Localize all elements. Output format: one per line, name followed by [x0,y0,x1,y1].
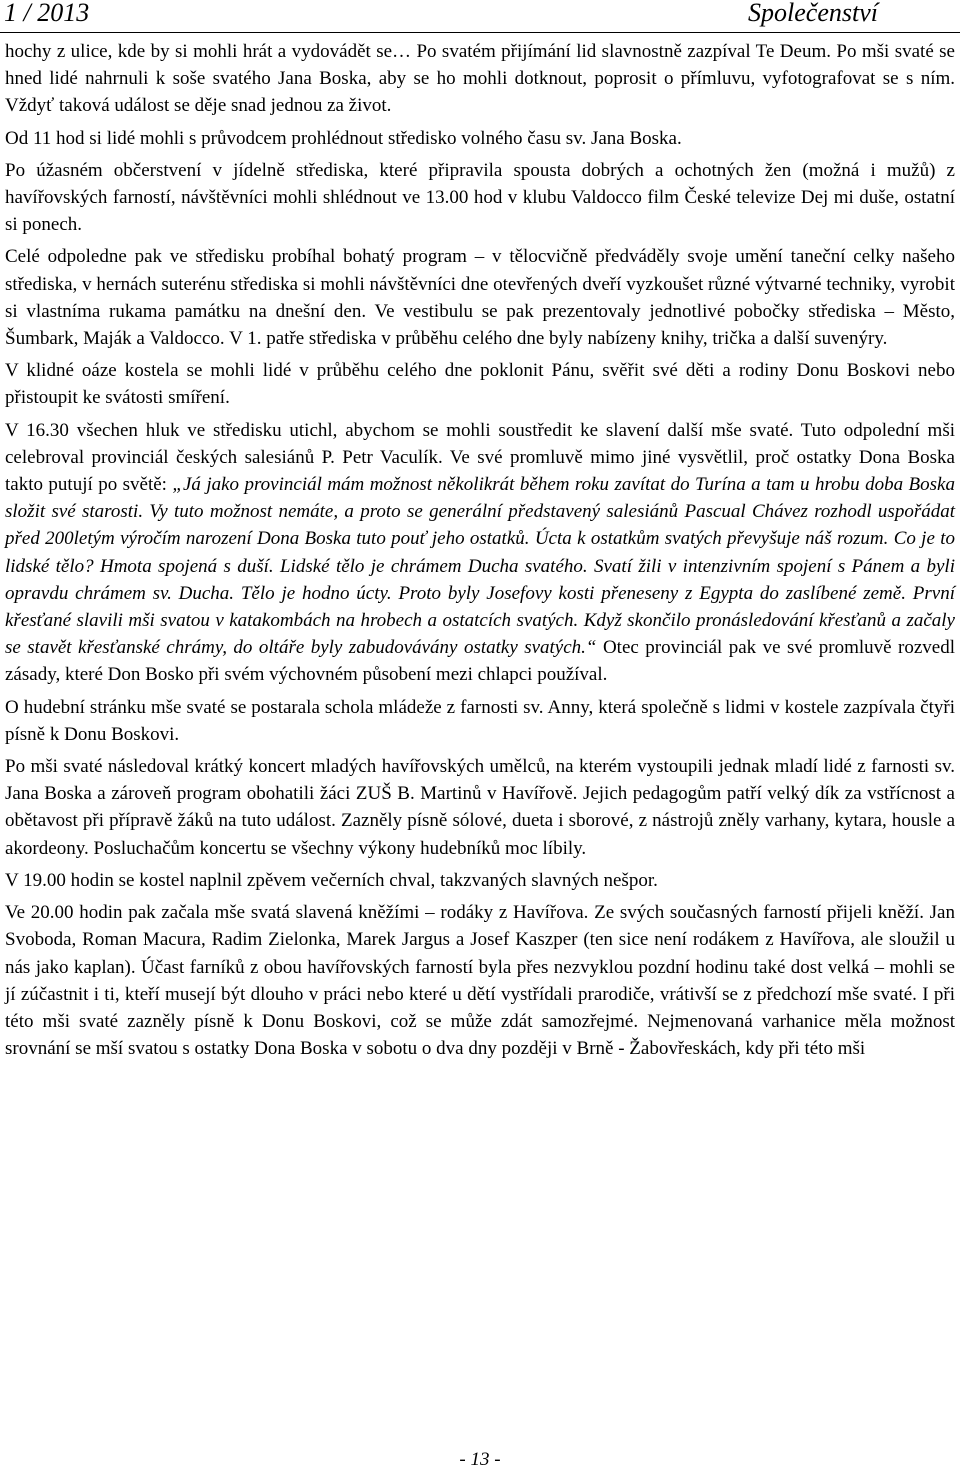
paragraph [5,125,955,152]
page-header [0,0,960,33]
quote-text: „Já jako provinciál mám možnost několikrát během roku zavítat do Turína a tam u hrobu doba Boska složit své starosti. Vy tuto možnost nemáte, a proto se generální představený salesiánů Pascual Chávez rozhodl uspořádat před 200letým výročím narození Dona Boska tuto pouť jeho ostatků. Úcta k ostatkům svatých převyšuje náš rozum. Co je to lidské tělo? Hmota spojená s duší. Lidské tělo je chrámem Ducha svatého. Svatí žili v intenzivním spojení s Pánem a byli opravdu chrámem sv. Ducha. Tělo je hodno úcty. Proto byly Josefovy kosti přeneseny z Egypta do zaslíbené země. První křesťané slavili mši svatou v katakombách na hrobech a ostatcích svatých. Když skončilo pronásledování křesťanů a začaly se stavět křesťanské chrámy, do oltáře byly zabudovávány ostatky svatých.“ [5,474,955,659]
page-number: - 13 - [459,1449,501,1470]
paragraph-text: V klidné oáze kostela se mohli lidé v průběhu celého dne poklonit Pánu, svěřit své děti a rodiny Donu Boskovi nebo přistoupit ke svátosti smíření. [5,360,955,409]
paragraph [5,38,955,120]
paragraph-text: Ve 20.00 hodin pak začala mše svatá slavená kněžími – rodáky z Havířova. Ze svých současných farností přijeli kněží. Jan Svoboda, Roman Macura, Radim Zielonka, Marek Jargus a Josef Kaszper (ten sice není rodákem z Havířova, ale sloužil u nás jako kaplan). Účast farníků z obou havířovských farností byla přes nezvyklou pozdní hodinu také dost velká – mohli se jí zúčastnit i ti, kteří musejí být dlouho v práci nebo které u dětí vystřídali prarodiče, vrátivší se z předchozí mše svaté. I při této mši svaté zazněly písně k Donu Boskovi, což se může zdát samozřejmé. Nejmenovaná varhanice měla možnost srovnání se mší svatou s ostatky Dona Boska v sobotu o dva dny později v Brně - Žabovřeskách, kdy při této mši [5,902,955,1060]
section-title: Společenství [748,0,878,27]
article-body [5,38,955,1067]
paragraph [5,243,955,352]
paragraph [5,357,955,411]
paragraph [5,157,955,239]
paragraph [5,694,955,748]
paragraph-text: O hudební stránku mše svaté se postarala schola mládeže z farnosti sv. Anny, která společně s lidmi v kostele zazpívala čtyři písně k Donu Boskovi. [5,696,955,745]
paragraph-text: Po úžasném občerstvení v jídelně střediska, které připravila spousta dobrých a ochotných žen (možná i mužů) z havířovských farností, návštěvníci mohli shlédnout ve 13.00 hod v klubu Valdocco film České televize Dej mi duše, ostatní si ponech. [5,159,955,236]
paragraph-text: Po mši svaté následoval krátký koncert mladých havířovských umělců, na kterém vystoupili jednak mladí lidé z farnosti sv. Jana Boska a zároveň program obohatili žáci ZUŠ B. Martinů v Havířově. Jejich pedagogům patří velký dík za vstřícnost a obětavost při přípravě žáků na tuto událost. Zazněly písně sólové, dueta i sborové, z nástrojů zněly varhany, kytara, housle a akordeony. Posluchačům koncertu se všechny výkony hudebníků moc líbily. [5,756,955,859]
paragraph [5,899,955,1062]
paragraph [5,417,955,689]
paragraph-text: V 16.30 všechen hluk ve středisku utichl, abychom se mohli soustředit ke slavení další mše svaté. Tuto odpolední mši celebroval provinciál českých salesiánů P. Petr Vaculík. Ve své promluvě mimo jiné vysvětlil, proč ostatky Dona Boska takto putují po světě: [5,419,955,496]
paragraph-text: Celé odpoledne pak ve středisku probíhal bohatý program – v tělocvičně předváděly svoje umění taneční celky našeho střediska, v hernách suterénu střediska si mohli návštěvníci dne otevřených dveří vyzkoušet různé výtvarné techniky, vyrobit si vlastníma rukama památku na dnešní den. Ve vestibulu se pak prezentovaly jednotlivé pobočky střediska – Město, Šumbark, Maják a Valdocco. V 1. patře střediska v průběhu celého dne byly nabízeny knihy, trička a další suvenýry. [5,246,955,350]
paragraph [5,867,955,894]
paragraph-text: hochy z ulice, kde by si mohli hrát a vydovádět se… Po svatém přijímání lid slavnostně zazpíval Te Deum. Po mši svaté se hned lidé nahrnuli k soše svatého Jana Boska, aby se ho mohli dotknout, poprosit o přímluvu, vyfotografovat se s ním. Vždyť taková událost se děje snad jednou za život. [5,41,955,117]
paragraph-text: V 19.00 hodin se kostel naplnil zpěvem večerních chval, takzvaných slavných nešpor. [5,869,658,891]
paragraph [5,753,955,862]
issue-number: 1 / 2013 [4,0,90,27]
paragraph-text: Od 11 hod si lidé mohli s průvodcem prohlédnout středisko volného času sv. Jana Boska. [5,127,682,149]
paragraph-text: Otec provinciál pak ve své promluvě rozvedl zásady, které Don Bosko při svém výchovném působení mezi chlapci používal. [5,637,955,686]
